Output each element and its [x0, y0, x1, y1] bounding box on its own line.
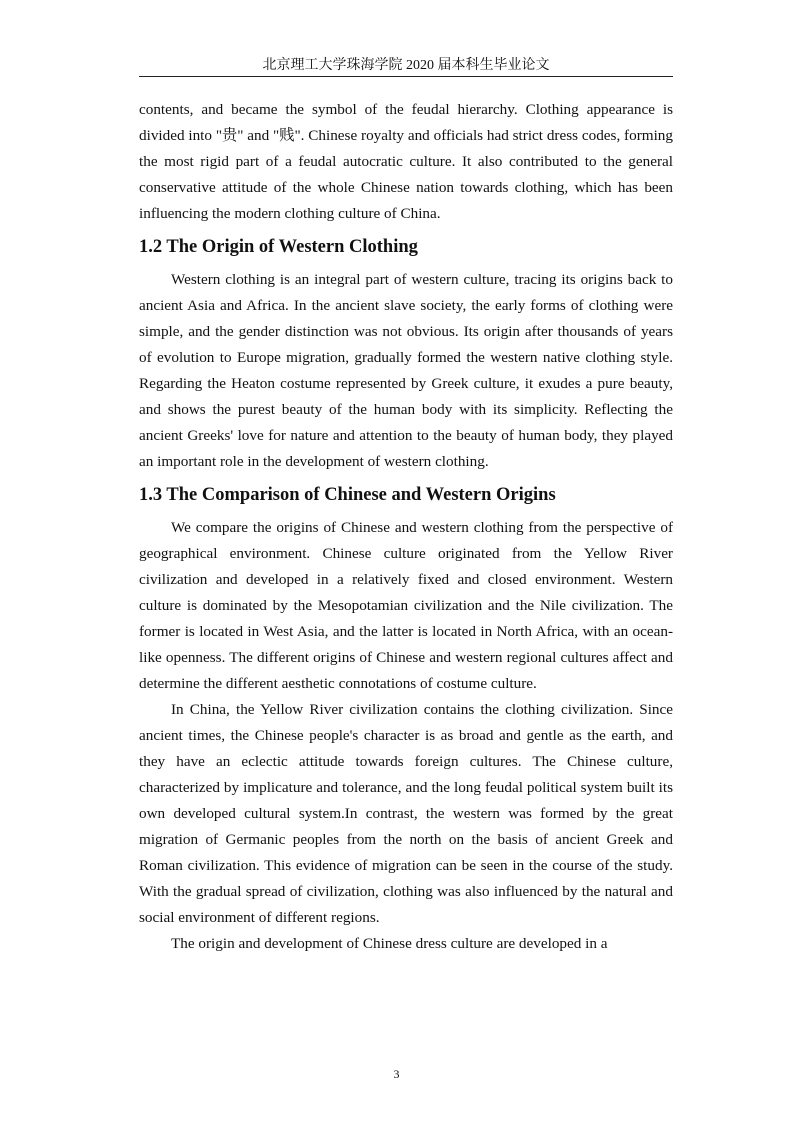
paragraph: Western clothing is an integral part of western culture, tracing its origins back to ancient Asia and Africa. In the ancient slave society, the early forms of clothing were simple, and the gender distinction was not obvious. Its origin after thousands of years of evolution to Europe migration, gradually formed the western native clothing style. Regarding the Heaton costume represented by Greek culture, it exudes a pure beauty, and shows the purest beauty of the human body with its simplicity. Reflecting the ancient Greeks' love for nature and attention to the beauty of human body, they played an important role in the development of western clothing.: [139, 271, 673, 470]
section-heading-1-2: 1.2 The Origin of Western Clothing: [139, 237, 418, 257]
page-body: [139, 97, 673, 957]
paragraph: We compare the origins of Chinese and western clothing from the perspective of geographical environment. Chinese culture originated from the Yellow River civilization and developed in a relatively fixed and closed environment. Western culture is dominated by the Mesopotamian civilization and the Nile civilization. The former is located in West Asia, and the latter is located in North Africa, with an ocean-like openness. The different origins of Chinese and western regional cultures affect and determine the different aesthetic connotations of costume culture.: [139, 519, 673, 692]
running-header: 北京理工大学珠海学院 2020 届本科生毕业论文: [262, 58, 550, 73]
section-heading-1-3: 1.3 The Comparison of Chinese and Western Origins: [139, 485, 556, 505]
header-rule: [139, 76, 673, 77]
paragraph: contents, and became the symbol of the feudal hierarchy. Clothing appearance is divided into "贵" and "贱". Chinese royalty and officials had strict dress codes, forming the most rigid part of a feudal autocratic culture. It also contributed to the general conservative attitude of the whole Chinese nation towards clothing, which has been influencing the modern clothing culture of China.: [139, 101, 673, 222]
page-number: 3: [393, 1067, 400, 1081]
paragraph: The origin and development of Chinese dress culture are developed in a: [171, 935, 608, 952]
paragraph: In China, the Yellow River civilization contains the clothing civilization. Since ancient times, the Chinese people's character is as broad and gentle as the earth, and they have an eclectic attitude towards foreign cultures. The Chinese culture, characterized by implicature and tolerance, and the long feudal political system built its own developed cultural system.In contrast, the western was formed by the great migration of Germanic peoples from the north on the basis of ancient Greek and Roman civilization. This evidence of migration can be seen in the course of the study. With the gradual spread of civilization, clothing was also influenced by the natural and social environment of different regions.: [139, 701, 673, 926]
